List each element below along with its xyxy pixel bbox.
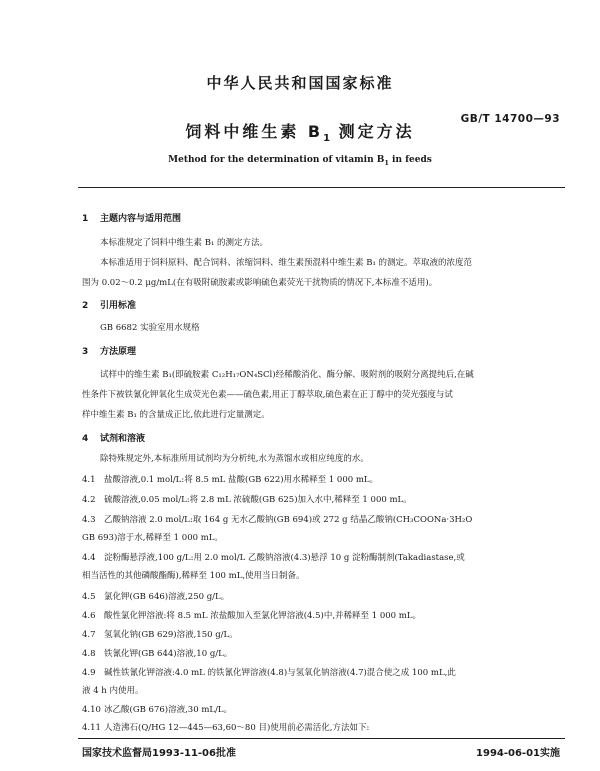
reagent-text: 相当活性的其他磷酸酯酶),稀释至 100 mL,使用当日制备。 xyxy=(82,571,305,581)
section-4-title: 试剂和溶液 xyxy=(100,434,146,444)
document-title xyxy=(0,119,600,144)
section-3-line-2: 性条件下被铁氰化钾氧化生成荧光色素——硫色素,用正丁醇萃取,硫色素在正丁醇中的荧光强度与试 xyxy=(82,390,453,400)
reagent-text: 乙酸钠溶液 2.0 mol/L:取 164 g 无水乙酸钠(GB 694)或 272 g 结晶乙酸钠(CH₃COONa·3H₂O xyxy=(104,515,473,525)
reagent-text: 盐酸溶液,0.1 mol/L:将 8.5 mL 盐酸(GB 622)用水稀释至 1 000 mL。 xyxy=(104,475,379,485)
section-2-title: 引用标准 xyxy=(100,301,137,311)
footer-rule xyxy=(78,738,565,739)
reagent-item xyxy=(82,721,369,733)
section-3-line-3: 样中维生素 B₁ 的含量成正比,依此进行定量测定。 xyxy=(82,410,270,420)
section-4-intro: 除特殊规定外,本标准所用试剂均为分析纯,水为蒸馏水或相应纯度的水。 xyxy=(100,454,369,464)
reagent-text: 酸性氯化钾溶液:将 8.5 mL 浓盐酸加入至氯化钾溶液(4.5)中,并稀释至 1 000 mL。 xyxy=(104,611,421,621)
national-standard-title: 中华人民共和国国家标准 xyxy=(206,74,394,92)
reagent-item-continued xyxy=(82,569,305,581)
section-1-heading xyxy=(82,211,181,224)
section-3-line-1: 试样中的维生素 B₁(即硫胺素 C₁₂H₁₇ON₄SCl)经稀酸消化、酶分解、吸附剂的吸附分离提纯后,在碱 xyxy=(100,370,474,380)
reagent-item xyxy=(82,628,238,640)
section-1-title: 主题内容与适用范围 xyxy=(100,214,182,224)
reagent-number: 4.11 xyxy=(82,723,101,733)
reagent-item xyxy=(82,609,421,621)
reagent-text: 人造沸石(Q/HG 12—445—63,60～80 目)使用前必需活化,方法如下: xyxy=(104,723,370,733)
document-title-tail: 测定方法 xyxy=(330,122,415,141)
reagent-number: 4.1 xyxy=(82,475,96,485)
english-title-main: Method for the determination of vitamin B xyxy=(168,155,385,165)
section-1-paragraph-2-line-2: 围为 0.02～0.2 μg/mL(在有吸附硫胺素或影响硫色素荧光干扰物质的情况下,本标准不适用)。 xyxy=(82,278,438,288)
reagent-number: 4.9 xyxy=(82,668,96,678)
reagent-text: 铁氰化钾(GB 644)溶液,10 g/L。 xyxy=(104,649,233,659)
reagent-item xyxy=(82,473,378,485)
document-title-main: 饲料中维生素 B xyxy=(185,122,324,141)
section-1-paragraph-2-line-1: 本标准适用于饲料原料、配合饲料、浓缩饲料、维生素预混料中维生素 B₁ 的测定。萃取液的浓度范 xyxy=(100,258,473,268)
reagent-number: 4.7 xyxy=(82,630,96,640)
implementation-date: 1994-06-01实施 xyxy=(476,748,560,759)
section-1-number: 1 xyxy=(82,214,89,224)
reagent-item-continued xyxy=(82,684,144,696)
section-3-heading xyxy=(82,344,136,357)
reagent-number: 4.2 xyxy=(82,495,96,505)
section-4-number: 4 xyxy=(82,434,89,444)
reagent-item xyxy=(82,513,472,525)
reagent-text: 硫酸溶液,0.05 mol/L:将 2.8 mL 浓硫酸(GB 625)加入水中,稀释至 1 000 mL。 xyxy=(104,495,412,505)
section-2-reference: GB 6682 实验室用水规格 xyxy=(100,323,200,333)
reagent-number: 4.3 xyxy=(82,515,96,525)
section-3-title: 方法原理 xyxy=(100,347,137,357)
reagent-item xyxy=(82,647,232,659)
section-4-heading xyxy=(82,431,145,444)
reagent-number: 4.8 xyxy=(82,649,96,659)
english-title-subscript: 1 xyxy=(384,158,389,167)
document-title-english xyxy=(0,155,600,167)
reagent-item xyxy=(82,493,412,505)
section-1-paragraph-1: 本标准规定了饲料中维生素 B₁ 的测定方法。 xyxy=(100,238,269,248)
reagent-number: 4.5 xyxy=(82,592,96,602)
english-title-tail: in feeds xyxy=(388,155,432,165)
reagent-item xyxy=(82,590,229,602)
reagent-item xyxy=(82,703,232,715)
reagent-text: 液 4 h 内使用。 xyxy=(82,686,144,696)
reagent-text: 氢氧化钠(GB 629)溶液,150 g/L。 xyxy=(104,630,238,640)
reagent-text: 氯化钾(GB 646)溶液,250 g/L。 xyxy=(104,592,230,602)
reagent-number: 4.6 xyxy=(82,611,96,621)
section-2-number: 2 xyxy=(82,301,89,311)
approval-note: 国家技术监督局1993-11-06批准 xyxy=(82,748,236,759)
header-rule xyxy=(78,187,565,188)
reagent-number: 4.4 xyxy=(82,553,96,563)
section-3-number: 3 xyxy=(82,347,89,357)
reagent-item xyxy=(82,666,456,678)
reagent-item-continued xyxy=(82,531,223,543)
reagent-item xyxy=(82,551,465,563)
standard-code: GB/T 14700—93 xyxy=(460,113,560,125)
reagent-text: 冰乙酸(GB 676)溶液,30 mL/L。 xyxy=(104,705,233,715)
reagent-number: 4.10 xyxy=(82,705,101,715)
reagent-text: GB 693)溶于水,稀释至 1 000 mL。 xyxy=(82,533,223,543)
section-2-heading xyxy=(82,298,136,311)
document-title-subscript: 1 xyxy=(323,133,331,145)
reagent-text: 碱性铁氰化钾溶液:4.0 mL 的铁氰化钾溶液(4.8)与氢氧化钠溶液(4.7)混合使之成 100 mL,此 xyxy=(104,668,456,678)
reagent-text: 淀粉酶悬浮液,100 g/L:用 2.0 mol/L 乙酸钠溶液(4.3)悬浮 10 g 淀粉酶制剂(Takadiastase,或 xyxy=(104,553,465,563)
